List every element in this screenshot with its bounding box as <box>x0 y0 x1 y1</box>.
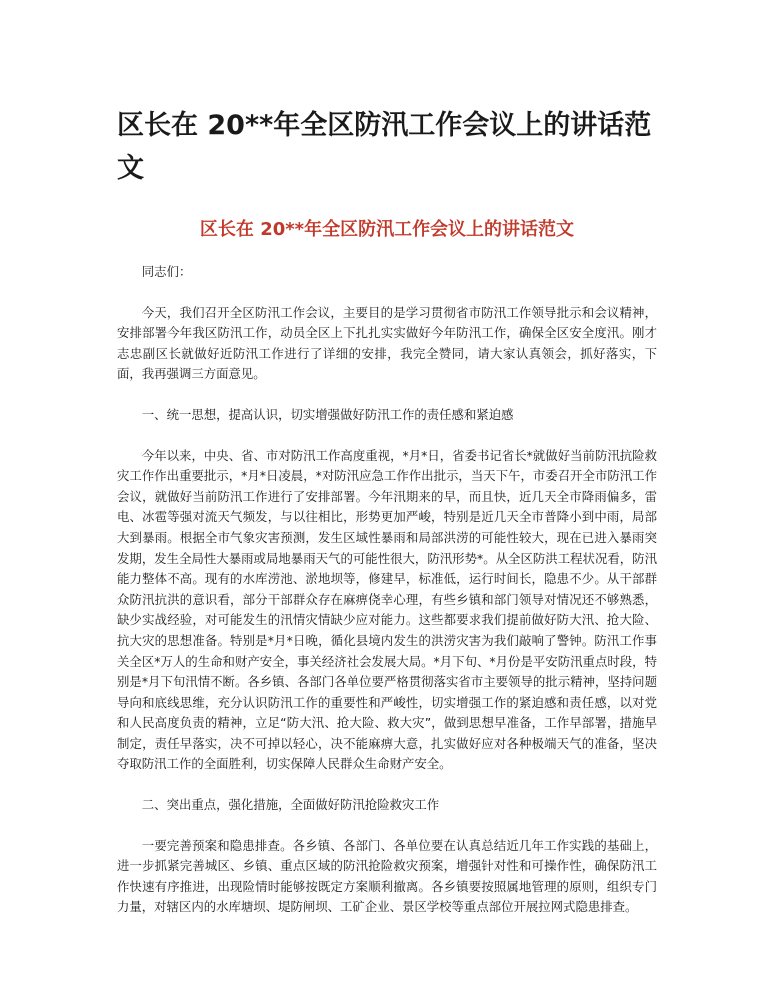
paragraph-intro: 今天，我们召开全区防汛工作会议，主要目的是学习贯彻省市防汛工作领导批示和会议精神，安排部署今年我区防汛工作，动员全区上下扎扎实实做好今年防汛工作，确保全区安全度汛。刚才志忠副区长就做好近防汛工作进行了详细的安排，我完全赞同，请大家认真领会，抓好落实，下面，我再强调三方面意见。 <box>117 304 657 382</box>
paragraph-section-2: 一要完善预案和隐患排查。各乡镇、各部门、各单位要在认真总结近几年工作实践的基础上，进一步抓紧完善城区、乡镇、重点区域的防汛抢险救灾预案，增强针对性和可操作性，确保防汛工作快速有序推进，出现险情时能够按既定方案顺利撤离。各乡镇要按照属地管理的原则，组织专门力量，对辖区内的水库塘坝、堤防闸坝、工矿企业、景区学校等重点部位开展拉网式隐患排查。 <box>117 837 657 915</box>
document-body <box>117 262 657 938</box>
document-subtitle: 区长在 20**年全区防汛工作会议上的讲话范文 <box>199 219 575 240</box>
document-title: 区长在 20**年全区防汛工作会议上的讲话范文 <box>117 110 652 184</box>
salutation: 同志们： <box>141 264 192 279</box>
section-heading-1: 一、统一思想，提高认识，切实增强做好防汛工作的责任感和紧迫感 <box>141 406 514 422</box>
paragraph-section-1: 今年以来，中央、省、市对防汛工作高度重视，*月*日，省委书记省长*就做好当前防汛抗险救灾工作作出重要批示，*月*日凌晨，*对防汛应急工作作出批示，当天下午，市委召开全市防汛工作会议，就做好当前防汛工作进行了安排部署。今年汛期来的早，而且快，近几天全市降雨偏多，雷电、冰雹等强对流天气频发，与以往相比，形势更加严峻，特别是近几天全市普降小到中雨，局部大到暴雨。根据全市气象灾害预测，发生区域性暴雨和局部洪涝的可能性较大，现在已进入暴雨突发期，发生全局性大暴雨或局地暴雨天气的可能性很大，防汛形势*。从全区防洪工程状况看，防汛能力整体不高。现有的水库涝池、淤地坝等，修建早，标准低，运行时间长，隐患不少。从干部群众防汛抗洪的意识看，部分干部群众存在麻痹侥幸心理，有些乡镇和部门领导对情况还不够熟悉，缺少实战经验，对可能发生的汛情灾情缺少应对能力。这些都要求我们提前做好防大汛、抢大险、抗大灾的思想准备。特别是*月*日晚，循化县境内发生的洪涝灾害为我们敲响了警钟。防汛工作事关全区*万人的生命和财产安全，事关经济社会发展大局。*月下旬、*月份是平安防汛重点时段，特别是*月下旬汛情不断。各乡镇、各部门各单位要严格贯彻落实省市主要领导的批示精神，坚持问题导向和底线思维，充分认识防汛工作的重要性和严峻性，切实增强工作的紧迫感和责任感，以对党和人民高度负责的精神，立足“防大汛、抢大险、救大灾”，做到思想早准备，工作早部署，措施早制定，责任早落实，决不可掉以轻心，决不能麻痹大意，扎实做好应对各种极端天气的准备，坚决夺取防汛工作的全面胜利，切实保障人民群众生命财产安全。 <box>117 447 657 772</box>
section-heading-2: 二、突出重点，强化措施，全面做好防汛抢险救灾工作 <box>141 797 440 813</box>
